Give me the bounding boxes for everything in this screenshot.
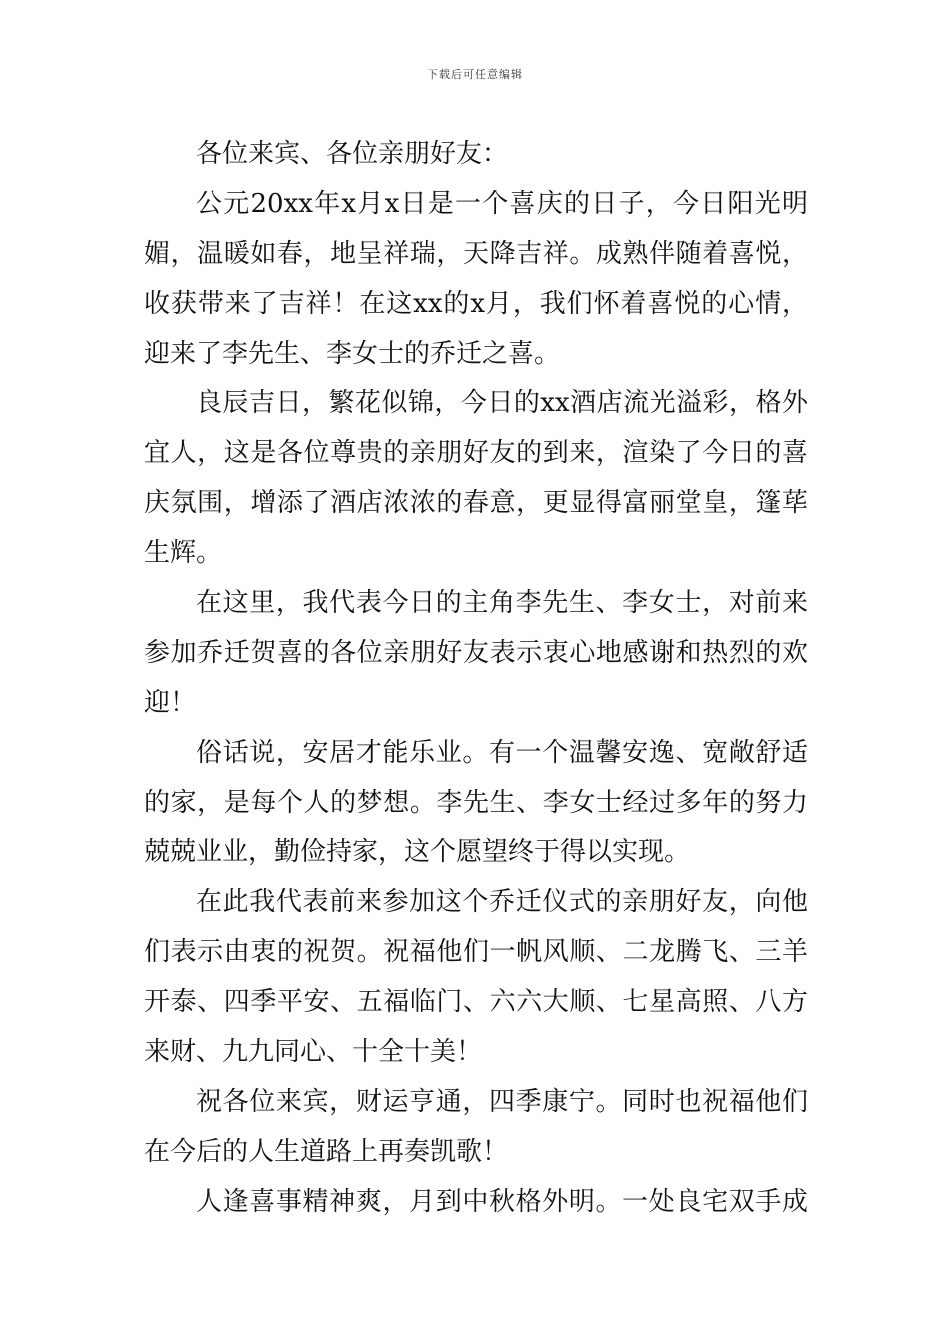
- paragraph-line: 人逢喜事精神爽，月到中秋格外明。一处良宅双手成: [196, 1186, 808, 1217]
- paragraph-line: 迎来了李先生、李女士的乔迁之喜。: [144, 338, 561, 369]
- paragraph-line: 的家，是每个人的梦想。李先生、李女士经过多年的努力: [144, 787, 808, 818]
- paragraph-line: 公元20xx年x月x日是一个喜庆的日子，今日阳光明: [196, 188, 808, 219]
- paragraph-line: 在今后的人生道路上再奏凯歌！: [144, 1136, 509, 1167]
- greeting-line: 各位来宾、各位亲朋好友：: [196, 139, 509, 169]
- paragraph-line: 俗话说，安居才能乐业。有一个温馨安逸、宽敞舒适: [196, 737, 808, 768]
- paragraph-line: 在此我代表前来参加这个乔迁仪式的亲朋好友，向他: [196, 887, 808, 918]
- paragraph-line: 迎！: [144, 687, 197, 718]
- paragraph-line: 开泰、四季平安、五福临门、六六大顺、七星高照、八方: [144, 987, 808, 1018]
- paragraph-line: 们表示由衷的祝贺。祝福他们一帆风顺、二龙腾飞、三羊: [144, 937, 808, 968]
- paragraph-line: 收获带来了吉祥！在这xx的x月，我们怀着喜悦的心情，: [144, 288, 808, 319]
- paragraph-line: 宜人，这是各位尊贵的亲朋好友的到来，渲染了今日的喜: [144, 438, 808, 469]
- paragraph-line: 良辰吉日，繁花似锦，今日的xx酒店流光溢彩，格外: [196, 388, 808, 419]
- paragraph-line: 来财、九九同心、十全十美！: [144, 1037, 483, 1068]
- paragraph-line: 在这里，我代表今日的主角李先生、李女士，对前来: [196, 588, 808, 619]
- paragraph-line: 媚，温暖如春，地呈祥瑞，天降吉祥。成熟伴随着喜悦，: [144, 238, 808, 269]
- paragraph-line: 生辉。: [144, 538, 223, 569]
- paragraph-line: 兢兢业业，勤俭持家，这个愿望终于得以实现。: [144, 837, 691, 868]
- paragraph-line: 庆氛围，增添了酒店浓浓的春意，更显得富丽堂皇，篷荜: [144, 488, 808, 519]
- page-header-note: 下载后可任意编辑: [427, 68, 523, 81]
- paragraph-line: 祝各位来宾，财运亨通，四季康宁。同时也祝福他们: [196, 1086, 808, 1117]
- document-body: [144, 130, 808, 1228]
- paragraph-line: 参加乔迁贺喜的各位亲朋好友表示衷心地感谢和热烈的欢: [144, 637, 808, 668]
